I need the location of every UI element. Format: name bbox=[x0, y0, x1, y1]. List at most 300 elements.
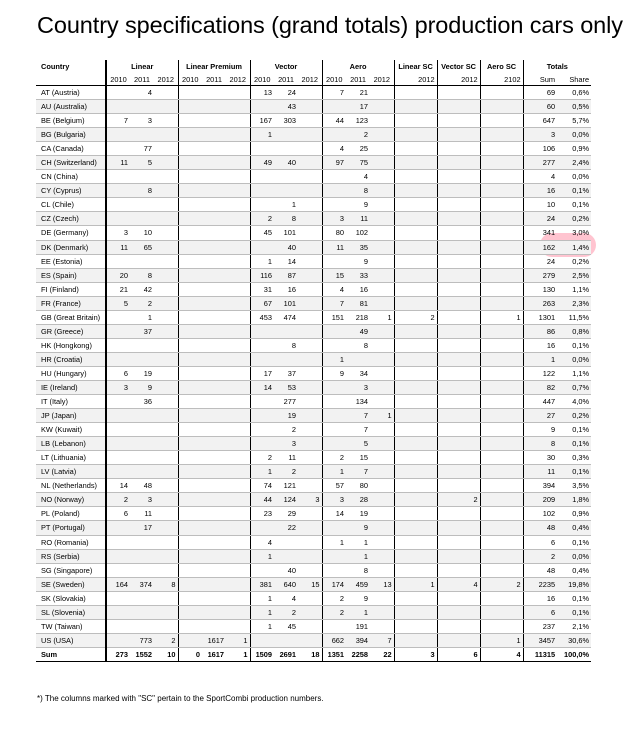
value-cell bbox=[202, 577, 226, 591]
value-cell: 123 bbox=[346, 114, 370, 128]
value-cell bbox=[480, 619, 523, 633]
value-cell bbox=[370, 521, 394, 535]
value-cell: 106 bbox=[523, 142, 557, 156]
group-header: Aero SC bbox=[480, 60, 523, 74]
value-cell bbox=[154, 282, 178, 296]
value-cell bbox=[226, 254, 250, 268]
value-cell bbox=[202, 479, 226, 493]
value-cell: 2235 bbox=[523, 577, 557, 591]
value-cell: 1,1% bbox=[557, 282, 591, 296]
value-cell bbox=[178, 549, 202, 563]
value-cell bbox=[130, 254, 154, 268]
value-cell: 77 bbox=[130, 142, 154, 156]
value-cell: 24 bbox=[274, 86, 298, 100]
value-cell: 10 bbox=[154, 647, 178, 661]
value-cell: 17 bbox=[250, 366, 274, 380]
value-cell bbox=[394, 352, 437, 366]
value-cell: 0,9% bbox=[557, 507, 591, 521]
value-cell bbox=[437, 142, 480, 156]
value-cell: 97 bbox=[322, 156, 346, 170]
table-row bbox=[36, 212, 591, 226]
value-cell bbox=[178, 282, 202, 296]
table-row bbox=[36, 577, 591, 591]
value-cell: 1 bbox=[226, 647, 250, 661]
table-row bbox=[36, 100, 591, 114]
value-cell: 23 bbox=[250, 507, 274, 521]
value-cell: 303 bbox=[274, 114, 298, 128]
value-cell: 101 bbox=[274, 226, 298, 240]
value-cell bbox=[370, 451, 394, 465]
value-cell bbox=[394, 156, 437, 170]
table-row bbox=[36, 352, 591, 366]
value-cell bbox=[480, 268, 523, 282]
value-cell: 277 bbox=[274, 395, 298, 409]
value-cell: 24 bbox=[523, 254, 557, 268]
value-cell bbox=[226, 507, 250, 521]
year-header: 2010 bbox=[250, 74, 274, 86]
value-cell: 14 bbox=[106, 479, 130, 493]
value-cell bbox=[480, 254, 523, 268]
value-cell: 45 bbox=[274, 619, 298, 633]
value-cell bbox=[154, 549, 178, 563]
value-cell bbox=[322, 437, 346, 451]
value-cell: 2 bbox=[154, 633, 178, 647]
value-cell: 151 bbox=[322, 310, 346, 324]
value-cell: 8 bbox=[154, 577, 178, 591]
value-cell bbox=[274, 535, 298, 549]
year-header: 2012 bbox=[154, 74, 178, 86]
country-header: Country bbox=[41, 62, 70, 71]
year-header: 2012 bbox=[437, 74, 480, 86]
value-cell bbox=[106, 198, 130, 212]
value-cell bbox=[437, 114, 480, 128]
value-cell: 22 bbox=[370, 647, 394, 661]
value-cell bbox=[154, 605, 178, 619]
value-cell bbox=[394, 254, 437, 268]
country-cell: SL (Slovenia) bbox=[36, 605, 106, 619]
year-header: 2011 bbox=[130, 74, 154, 86]
value-cell bbox=[154, 451, 178, 465]
value-cell: 1351 bbox=[322, 647, 346, 661]
value-cell bbox=[437, 198, 480, 212]
value-cell bbox=[202, 142, 226, 156]
value-cell bbox=[298, 240, 322, 254]
value-cell bbox=[394, 380, 437, 394]
value-cell: 2,1% bbox=[557, 619, 591, 633]
value-cell: 8 bbox=[346, 563, 370, 577]
value-cell bbox=[437, 184, 480, 198]
value-cell bbox=[178, 619, 202, 633]
value-cell: 14 bbox=[274, 254, 298, 268]
value-cell bbox=[298, 409, 322, 423]
year-header: 2102 bbox=[480, 74, 523, 86]
value-cell bbox=[106, 535, 130, 549]
value-cell bbox=[226, 142, 250, 156]
value-cell bbox=[202, 282, 226, 296]
year-header: Share bbox=[557, 74, 591, 86]
value-cell bbox=[437, 409, 480, 423]
value-cell bbox=[154, 86, 178, 100]
value-cell: 25 bbox=[346, 142, 370, 156]
value-cell bbox=[370, 619, 394, 633]
country-cell: LB (Lebanon) bbox=[36, 437, 106, 451]
value-cell bbox=[298, 226, 322, 240]
value-cell bbox=[178, 409, 202, 423]
value-cell bbox=[437, 352, 480, 366]
value-cell bbox=[437, 156, 480, 170]
value-cell bbox=[106, 619, 130, 633]
table-row bbox=[36, 507, 591, 521]
value-cell bbox=[154, 324, 178, 338]
table-row bbox=[36, 268, 591, 282]
value-cell: 2 bbox=[250, 451, 274, 465]
value-cell bbox=[480, 591, 523, 605]
value-cell bbox=[202, 521, 226, 535]
value-cell: 16 bbox=[523, 591, 557, 605]
value-cell bbox=[154, 296, 178, 310]
table-row bbox=[36, 282, 591, 296]
value-cell bbox=[178, 521, 202, 535]
year-header: 2011 bbox=[274, 74, 298, 86]
value-cell: 15 bbox=[322, 268, 346, 282]
value-cell bbox=[178, 324, 202, 338]
table-row bbox=[36, 338, 591, 352]
value-cell bbox=[106, 254, 130, 268]
value-cell bbox=[298, 198, 322, 212]
value-cell bbox=[250, 240, 274, 254]
value-cell bbox=[106, 451, 130, 465]
value-cell: 474 bbox=[274, 310, 298, 324]
value-cell: 16 bbox=[274, 282, 298, 296]
value-cell: 130 bbox=[523, 282, 557, 296]
value-cell bbox=[322, 521, 346, 535]
value-cell: 45 bbox=[250, 226, 274, 240]
value-cell bbox=[298, 338, 322, 352]
value-cell: 1,8% bbox=[557, 493, 591, 507]
value-cell bbox=[106, 184, 130, 198]
value-cell bbox=[106, 338, 130, 352]
value-cell: 1,1% bbox=[557, 366, 591, 380]
value-cell bbox=[130, 338, 154, 352]
value-cell bbox=[130, 212, 154, 226]
country-cell: NL (Netherlands) bbox=[36, 479, 106, 493]
value-cell bbox=[226, 296, 250, 310]
table-row bbox=[36, 184, 591, 198]
value-cell bbox=[106, 521, 130, 535]
value-cell: 0,1% bbox=[557, 184, 591, 198]
country-cell: FI (Finland) bbox=[36, 282, 106, 296]
sum-label: Sum bbox=[36, 647, 106, 661]
value-cell bbox=[370, 296, 394, 310]
table-row bbox=[36, 296, 591, 310]
value-cell bbox=[154, 366, 178, 380]
value-cell: 1 bbox=[250, 605, 274, 619]
value-cell bbox=[274, 324, 298, 338]
value-cell: 11 bbox=[274, 451, 298, 465]
value-cell: 7 bbox=[370, 633, 394, 647]
table-row bbox=[36, 226, 591, 240]
value-cell bbox=[322, 170, 346, 184]
value-cell: 0,1% bbox=[557, 605, 591, 619]
value-cell: 0,1% bbox=[557, 423, 591, 437]
value-cell bbox=[298, 268, 322, 282]
value-cell: 4 bbox=[130, 86, 154, 100]
value-cell: 102 bbox=[523, 507, 557, 521]
value-cell: 86 bbox=[523, 324, 557, 338]
value-cell bbox=[437, 212, 480, 226]
year-header-spacer bbox=[36, 74, 106, 86]
value-cell bbox=[178, 338, 202, 352]
value-cell: 36 bbox=[130, 395, 154, 409]
country-cell: PT (Portugal) bbox=[36, 521, 106, 535]
value-cell bbox=[202, 366, 226, 380]
country-cell: ES (Spain) bbox=[36, 268, 106, 282]
value-cell: 6 bbox=[523, 605, 557, 619]
value-cell bbox=[322, 100, 346, 114]
value-cell: 6 bbox=[106, 507, 130, 521]
value-cell bbox=[437, 324, 480, 338]
value-cell: 0,0% bbox=[557, 128, 591, 142]
value-cell bbox=[394, 296, 437, 310]
value-cell bbox=[250, 324, 274, 338]
value-cell bbox=[437, 437, 480, 451]
value-cell: 75 bbox=[346, 156, 370, 170]
value-cell: 0,4% bbox=[557, 563, 591, 577]
value-cell: 2 bbox=[480, 577, 523, 591]
value-cell: 53 bbox=[274, 380, 298, 394]
value-cell bbox=[178, 240, 202, 254]
value-cell: 341 bbox=[523, 226, 557, 240]
value-cell: 1617 bbox=[202, 647, 226, 661]
value-cell bbox=[298, 619, 322, 633]
value-cell: 279 bbox=[523, 268, 557, 282]
value-cell: 8 bbox=[274, 212, 298, 226]
value-cell bbox=[370, 352, 394, 366]
value-cell bbox=[178, 479, 202, 493]
value-cell bbox=[178, 563, 202, 577]
value-cell bbox=[437, 521, 480, 535]
value-cell bbox=[346, 352, 370, 366]
value-cell bbox=[480, 507, 523, 521]
value-cell bbox=[202, 493, 226, 507]
value-cell: 1 bbox=[370, 310, 394, 324]
value-cell bbox=[178, 128, 202, 142]
value-cell bbox=[202, 212, 226, 226]
value-cell bbox=[370, 156, 394, 170]
value-cell bbox=[178, 254, 202, 268]
value-cell: 6 bbox=[437, 647, 480, 661]
value-cell: 3,0% bbox=[557, 226, 591, 240]
value-cell bbox=[394, 128, 437, 142]
value-cell: 80 bbox=[346, 479, 370, 493]
value-cell: 8 bbox=[523, 437, 557, 451]
value-cell bbox=[394, 619, 437, 633]
value-cell: 44 bbox=[250, 493, 274, 507]
value-cell bbox=[130, 605, 154, 619]
country-cell: NO (Norway) bbox=[36, 493, 106, 507]
value-cell bbox=[370, 366, 394, 380]
value-cell bbox=[298, 507, 322, 521]
value-cell: 0,1% bbox=[557, 198, 591, 212]
year-header: 2010 bbox=[106, 74, 130, 86]
country-cell: IT (Italy) bbox=[36, 395, 106, 409]
value-cell bbox=[226, 212, 250, 226]
value-cell bbox=[480, 563, 523, 577]
value-cell: 116 bbox=[250, 268, 274, 282]
value-cell: 6 bbox=[523, 535, 557, 549]
value-cell: 67 bbox=[250, 296, 274, 310]
value-cell: 453 bbox=[250, 310, 274, 324]
value-cell bbox=[274, 352, 298, 366]
value-cell bbox=[322, 324, 346, 338]
value-cell: 82 bbox=[523, 380, 557, 394]
value-cell bbox=[480, 366, 523, 380]
value-cell bbox=[394, 633, 437, 647]
year-header: 2010 bbox=[322, 74, 346, 86]
country-cell: FR (France) bbox=[36, 296, 106, 310]
value-cell bbox=[437, 549, 480, 563]
value-cell bbox=[480, 409, 523, 423]
value-cell: 0,0% bbox=[557, 170, 591, 184]
value-cell bbox=[437, 282, 480, 296]
value-cell: 2,3% bbox=[557, 296, 591, 310]
value-cell bbox=[202, 395, 226, 409]
value-cell: 0,6% bbox=[557, 86, 591, 100]
value-cell: 459 bbox=[346, 577, 370, 591]
value-cell: 9 bbox=[130, 380, 154, 394]
value-cell bbox=[394, 521, 437, 535]
value-cell bbox=[274, 549, 298, 563]
table-row bbox=[36, 128, 591, 142]
value-cell bbox=[202, 128, 226, 142]
value-cell: 4 bbox=[480, 647, 523, 661]
value-cell bbox=[154, 493, 178, 507]
value-cell bbox=[298, 380, 322, 394]
value-cell bbox=[154, 142, 178, 156]
value-cell bbox=[370, 465, 394, 479]
value-cell bbox=[274, 142, 298, 156]
country-cell: SG (Singapore) bbox=[36, 563, 106, 577]
value-cell bbox=[298, 86, 322, 100]
value-cell bbox=[298, 633, 322, 647]
value-cell: 65 bbox=[130, 240, 154, 254]
value-cell bbox=[437, 591, 480, 605]
value-cell: 2 bbox=[274, 465, 298, 479]
value-cell bbox=[250, 395, 274, 409]
value-cell bbox=[394, 507, 437, 521]
value-cell bbox=[226, 184, 250, 198]
value-cell bbox=[106, 605, 130, 619]
value-cell bbox=[370, 493, 394, 507]
value-cell: 21 bbox=[106, 282, 130, 296]
value-cell bbox=[370, 591, 394, 605]
value-cell bbox=[298, 563, 322, 577]
value-cell bbox=[130, 437, 154, 451]
table-row bbox=[36, 633, 591, 647]
value-cell bbox=[130, 535, 154, 549]
value-cell bbox=[178, 310, 202, 324]
value-cell: 3 bbox=[106, 380, 130, 394]
value-cell bbox=[226, 366, 250, 380]
value-cell bbox=[298, 324, 322, 338]
value-cell: 11 bbox=[130, 507, 154, 521]
table-row bbox=[36, 437, 591, 451]
value-cell bbox=[178, 465, 202, 479]
value-cell: 1 bbox=[394, 577, 437, 591]
value-cell: 1 bbox=[274, 198, 298, 212]
value-cell bbox=[480, 338, 523, 352]
value-cell: 0,7% bbox=[557, 380, 591, 394]
value-cell: 209 bbox=[523, 493, 557, 507]
value-cell bbox=[322, 184, 346, 198]
country-cell: RS (Serbia) bbox=[36, 549, 106, 563]
value-cell bbox=[394, 493, 437, 507]
table-row bbox=[36, 86, 591, 100]
value-cell bbox=[154, 465, 178, 479]
value-cell bbox=[370, 114, 394, 128]
value-cell: 1 bbox=[250, 465, 274, 479]
value-cell bbox=[437, 268, 480, 282]
table-row bbox=[36, 465, 591, 479]
value-cell: 3 bbox=[346, 380, 370, 394]
value-cell: 4 bbox=[437, 577, 480, 591]
value-cell bbox=[226, 409, 250, 423]
value-cell bbox=[437, 310, 480, 324]
value-cell bbox=[250, 423, 274, 437]
value-cell bbox=[130, 563, 154, 577]
value-cell bbox=[178, 633, 202, 647]
value-cell: 662 bbox=[322, 633, 346, 647]
value-cell bbox=[394, 212, 437, 226]
country-cell: JP (Japan) bbox=[36, 409, 106, 423]
value-cell bbox=[154, 338, 178, 352]
value-cell: 14 bbox=[250, 380, 274, 394]
country-cell: EE (Estonia) bbox=[36, 254, 106, 268]
value-cell bbox=[298, 282, 322, 296]
value-cell: 101 bbox=[274, 296, 298, 310]
value-cell bbox=[480, 605, 523, 619]
value-cell bbox=[178, 605, 202, 619]
value-cell: 0,2% bbox=[557, 212, 591, 226]
value-cell: 16 bbox=[523, 338, 557, 352]
value-cell bbox=[394, 142, 437, 156]
value-cell bbox=[394, 324, 437, 338]
value-cell bbox=[298, 310, 322, 324]
value-cell: 134 bbox=[346, 395, 370, 409]
value-cell bbox=[226, 451, 250, 465]
country-cell: DK (Denmark) bbox=[36, 240, 106, 254]
value-cell bbox=[437, 535, 480, 549]
value-cell bbox=[226, 268, 250, 282]
country-cell: AT (Austria) bbox=[36, 86, 106, 100]
value-cell: 37 bbox=[130, 324, 154, 338]
value-cell bbox=[394, 240, 437, 254]
value-cell: 42 bbox=[130, 282, 154, 296]
value-cell bbox=[154, 507, 178, 521]
value-cell bbox=[106, 437, 130, 451]
value-cell bbox=[394, 170, 437, 184]
value-cell: 102 bbox=[346, 226, 370, 240]
value-cell: 1 bbox=[346, 535, 370, 549]
value-cell bbox=[178, 591, 202, 605]
value-cell: 20 bbox=[106, 268, 130, 282]
value-cell bbox=[480, 380, 523, 394]
value-cell bbox=[226, 479, 250, 493]
value-cell bbox=[274, 170, 298, 184]
value-cell: 22 bbox=[274, 521, 298, 535]
value-cell bbox=[202, 184, 226, 198]
value-cell bbox=[106, 324, 130, 338]
